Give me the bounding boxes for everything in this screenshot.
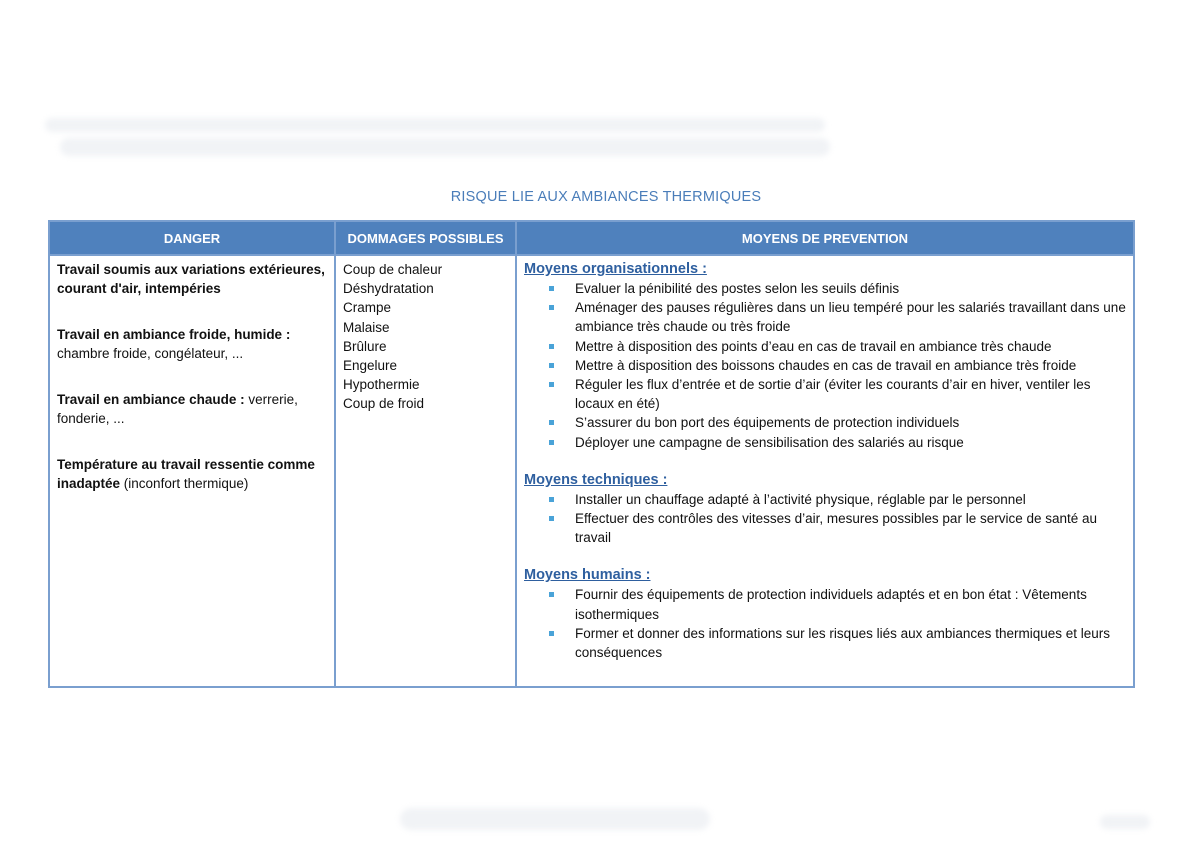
damage-item: Brûlure (343, 338, 387, 354)
list-item (524, 337, 1126, 356)
list-item (524, 356, 1126, 375)
damage-item: Coup de froid (343, 396, 425, 412)
faded-header-text (60, 138, 830, 156)
danger-item (57, 455, 327, 493)
bullet-list (524, 585, 1126, 662)
damage-item: Déshydratation (343, 281, 434, 297)
square-bullet-icon (549, 344, 554, 349)
square-bullet-icon (549, 382, 554, 387)
damage-item: Coup de chaleur (343, 262, 443, 277)
danger-bold-text: Température au travail ressentie comme inadaptée (57, 457, 315, 491)
square-bullet-icon (549, 363, 554, 368)
list-item (524, 509, 1126, 547)
faded-footer-text (400, 808, 710, 830)
square-bullet-icon (549, 440, 554, 445)
list-item (524, 413, 1126, 432)
damage-list (343, 260, 508, 414)
list-item (524, 585, 1126, 623)
square-bullet-icon (549, 305, 554, 310)
list-item-text: Effectuer des contrôles des vitesses d’air, mesures possibles par le service de santé au travail (575, 511, 1098, 546)
faded-page-number (1100, 815, 1150, 829)
square-bullet-icon (549, 516, 554, 521)
header-danger: DANGER (49, 221, 335, 255)
list-item-text: Installer un chauffage adapté à l’activité physique, réglable par le personnel (575, 491, 1026, 507)
prevention-cell (516, 255, 1134, 687)
list-item-text: Déployer une campagne de sensibilisation des salariés au risque (575, 434, 964, 450)
header-dommages: DOMMAGES POSSIBLES (335, 221, 516, 255)
section-heading: Moyens humains : (524, 567, 651, 584)
bullet-list (524, 490, 1126, 548)
damages-cell (335, 255, 516, 687)
danger-item (57, 390, 327, 428)
prevention-section-humains (524, 566, 1126, 662)
list-item-text: Mettre à disposition des points d’eau en cas de travail en ambiance très chaude (575, 338, 1052, 354)
risk-table (48, 220, 1135, 688)
prevention-section-techniques (524, 471, 1126, 548)
list-item (524, 375, 1126, 413)
table-header-row (49, 221, 1134, 255)
square-bullet-icon (549, 286, 554, 291)
danger-item (57, 325, 327, 363)
danger-detail-text: chambre froide, congélateur, ... (57, 346, 244, 361)
danger-bold-text: Travail en ambiance froide, humide : (57, 327, 291, 342)
square-bullet-icon (549, 497, 554, 502)
danger-bold-text: Travail soumis aux variations extérieures, courant d'air, intempéries (57, 262, 325, 296)
table-row (49, 255, 1134, 687)
damage-item: Engelure (343, 358, 398, 374)
list-item-text: Former et donner des informations sur les risques liés aux ambiances thermiques et leurs conséquences (575, 625, 1110, 661)
list-item (524, 298, 1126, 336)
danger-cell (49, 255, 335, 687)
square-bullet-icon (549, 592, 554, 597)
square-bullet-icon (549, 420, 554, 425)
list-item-text: Aménager des pauses régulières dans un lieu tempéré pour les salariés travaillant dans une ambiance très chaude ou très froide (575, 300, 1126, 335)
list-item-text: S’assurer du bon port des équipements de protection individuels (575, 415, 960, 431)
faded-header-text (45, 118, 825, 132)
danger-detail-text: verrerie, fonderie, ... (57, 392, 298, 426)
section-heading: Moyens organisationnels : (524, 261, 707, 277)
list-item-text: Fournir des équipements de protection individuels adaptés et en bon état : Vêtements isothermiques (575, 587, 1087, 622)
damage-item: Malaise (343, 319, 390, 335)
list-item (524, 490, 1126, 509)
list-item (524, 279, 1126, 298)
danger-detail-text: (inconfort thermique) (123, 476, 249, 491)
damage-item: Crampe (343, 300, 392, 316)
list-item (524, 433, 1126, 452)
prevention-section-organisationnels (524, 260, 1126, 452)
list-item-text: Réguler les flux d’entrée et de sortie d’air (éviter les courants d’air en hiver, ventiler les locaux en été) (575, 377, 1091, 412)
section-heading: Moyens techniques : (524, 471, 668, 488)
danger-bold-text: Travail en ambiance chaude : (57, 392, 245, 407)
square-bullet-icon (549, 631, 554, 636)
header-prevention: MOYENS DE PREVENTION (516, 221, 1134, 255)
damage-item: Hypothermie (343, 377, 420, 393)
list-item-text: Evaluer la pénibilité des postes selon les seuils définis (575, 281, 900, 296)
list-item (524, 624, 1126, 662)
document-title: RISQUE LIE AUX AMBIANCES THERMIQUES (450, 189, 762, 205)
danger-item (57, 260, 327, 298)
bullet-list (524, 279, 1126, 452)
list-item-text: Mettre à disposition des boissons chaudes en cas de travail en ambiance très froide (575, 357, 1077, 373)
